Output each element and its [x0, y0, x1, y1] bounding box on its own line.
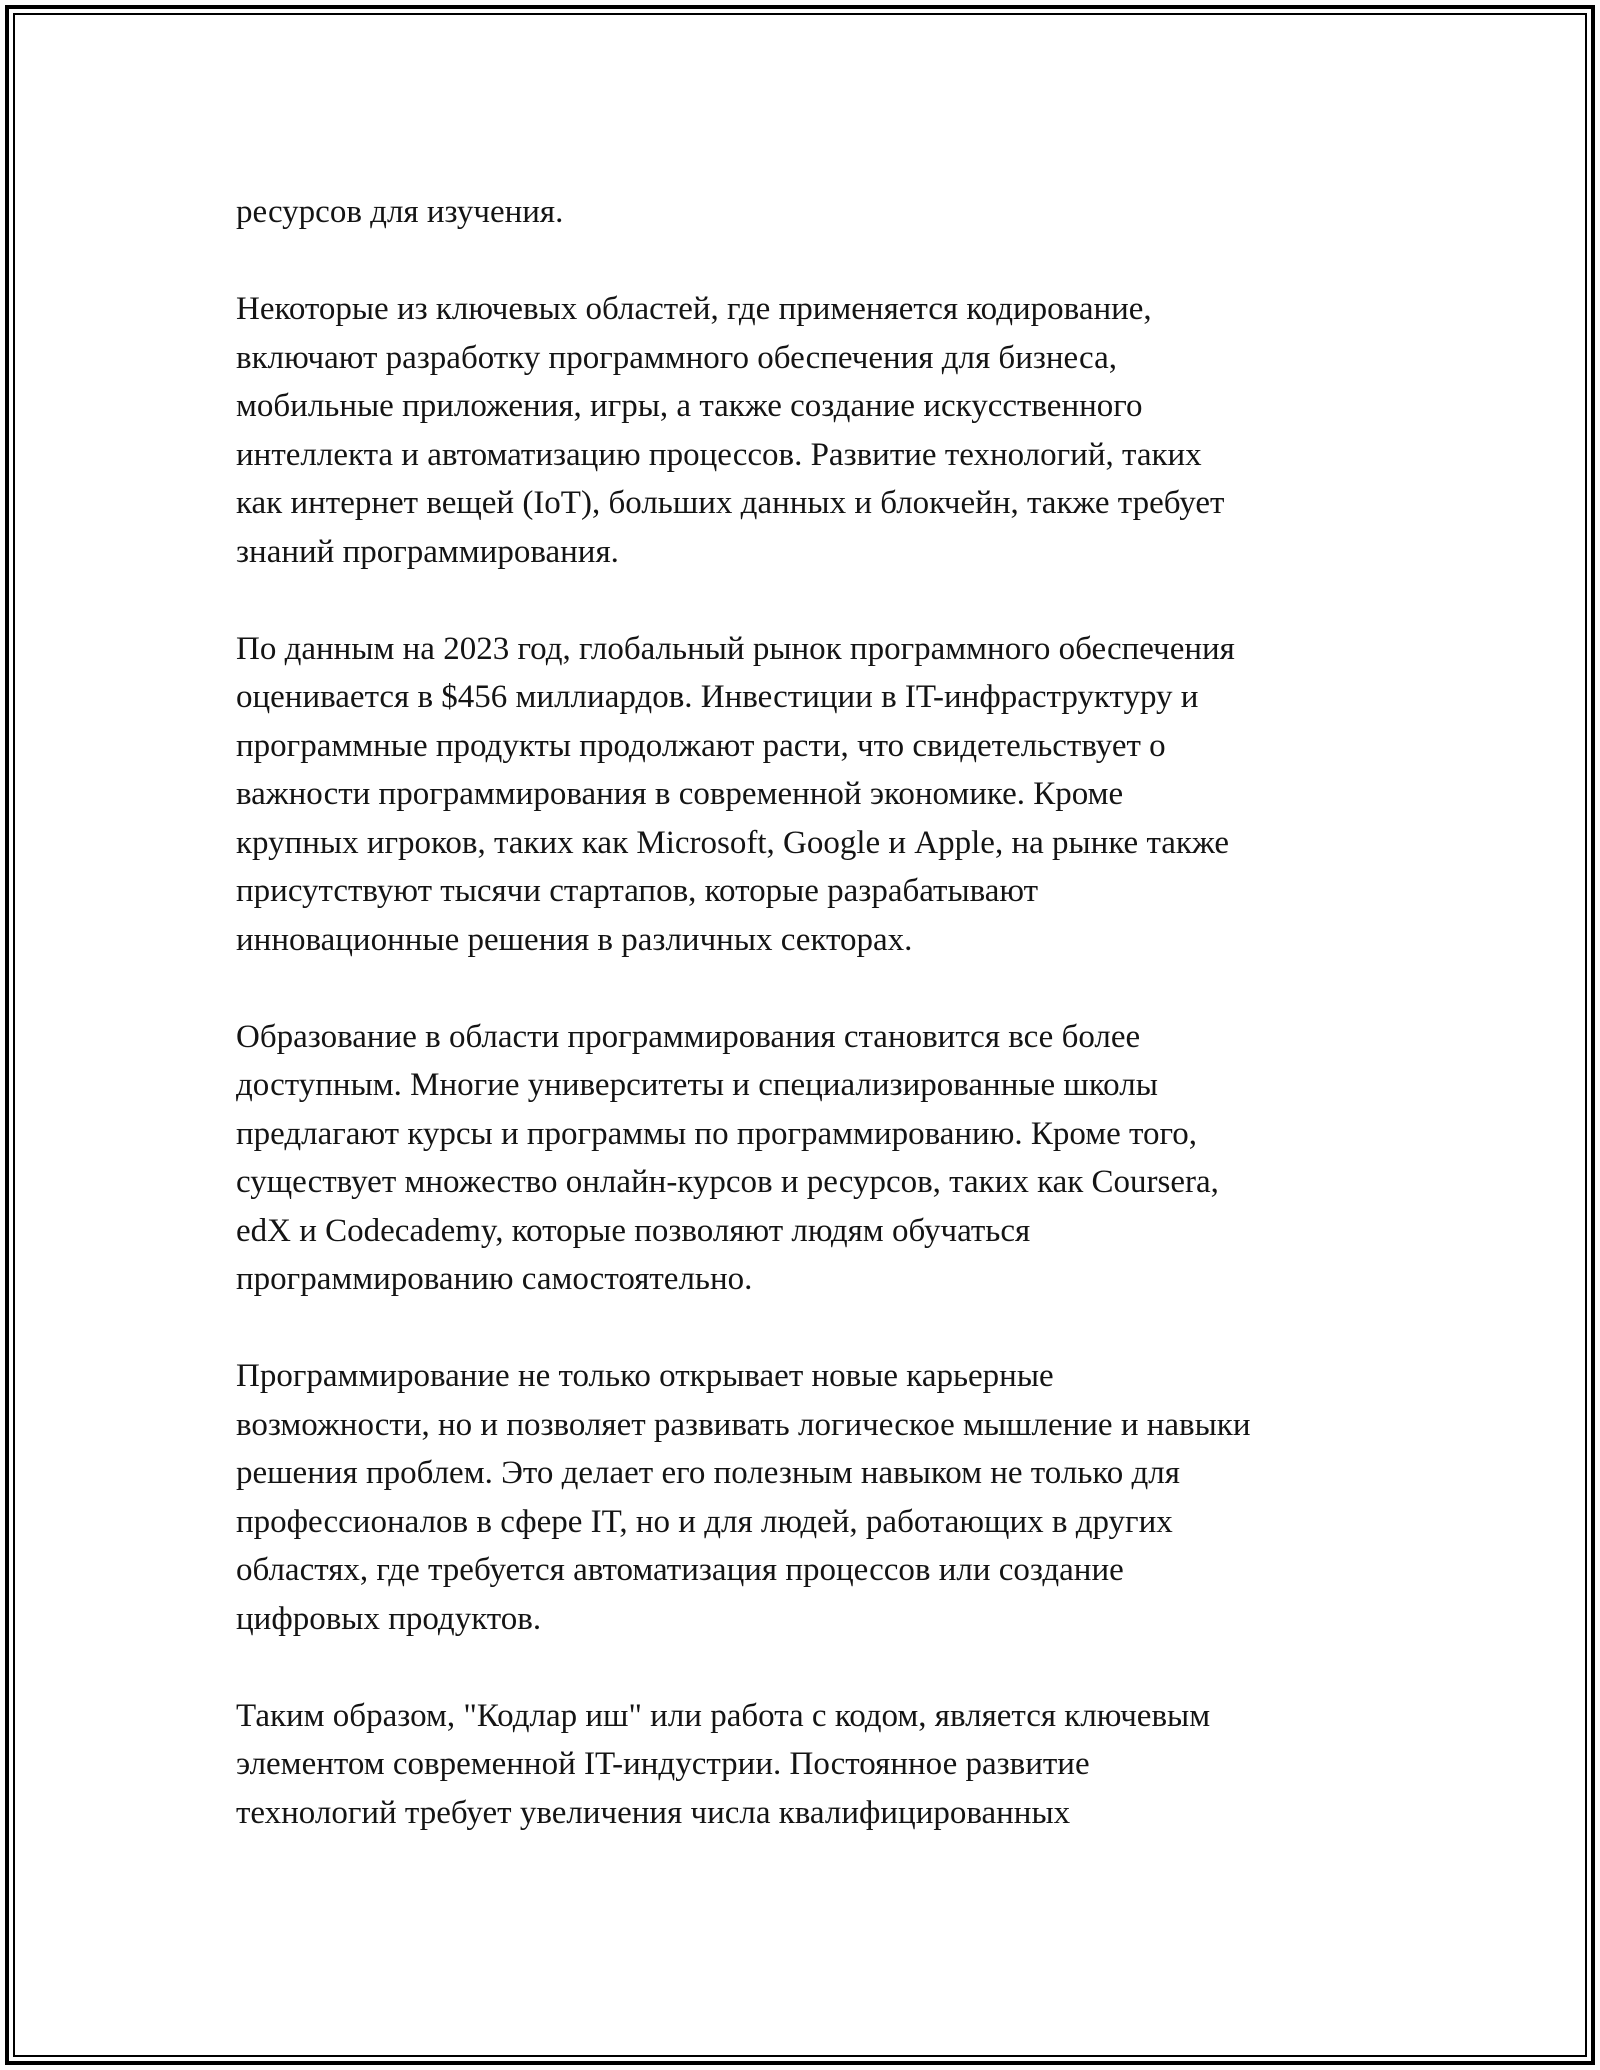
text-line: знаний программирования.	[236, 533, 619, 570]
text-line: инновационные решения в различных секторах.	[236, 921, 913, 958]
text-line: областях, где требуется автоматизация процессов или создание	[236, 1552, 1124, 1588]
text-line: доступным. Многие университеты и специализированные школы	[236, 1067, 1158, 1103]
text-line: мобильные приложения, игры, а также создание искусственного	[236, 388, 1143, 424]
text-line: программные продукты продолжают расти, что свидетельствует о	[236, 727, 1166, 764]
document-body	[236, 188, 1396, 1837]
text-line: оценивается в $456 миллиардов. Инвестиции в IT-инфраструктуру и	[236, 679, 1199, 715]
text-line: элементом современной IT-индустрии. Постоянное развитие	[236, 1746, 1090, 1782]
text-line: Таким образом, "Кодлар иш" или работа с кодом, является ключевым	[236, 1697, 1211, 1734]
paragraph	[236, 625, 1396, 965]
text-line: Программирование не только открывает новые карьерные	[236, 1358, 1054, 1394]
text-line: программированию самостоятельно.	[236, 1261, 753, 1297]
paragraph	[236, 285, 1396, 576]
text-line: крупных игроков, таких как Microsoft, Google и Apple, на рынке также	[236, 824, 1229, 861]
text-line: ресурсов для изучения.	[236, 194, 564, 230]
text-line: присутствуют тысячи стартапов, которые разрабатывают	[236, 873, 1039, 909]
paragraph	[236, 188, 1396, 237]
text-line: По данным на 2023 год, глобальный рынок программного обеспечения	[236, 630, 1235, 667]
text-line: Некоторые из ключевых областей, где применяется кодирование,	[236, 291, 1152, 327]
text-line: включают разработку программного обеспечения для бизнеса,	[236, 339, 1117, 376]
text-line: профессионалов в сфере IT, но и для людей, работающих в других	[236, 1503, 1173, 1540]
text-line: предлагают курсы и программы по программированию. Кроме того,	[236, 1115, 1197, 1152]
text-line: цифровых продуктов.	[236, 1600, 542, 1637]
paragraph	[236, 1013, 1396, 1304]
paragraph	[236, 1352, 1396, 1643]
text-line: Образование в области программирования становится все более	[236, 1018, 1141, 1055]
text-line: технологий требует увеличения числа квалифицированных	[236, 1794, 1071, 1831]
text-line: решения проблем. Это делает его полезным навыком не только для	[236, 1455, 1180, 1491]
text-line: существует множество онлайн-курсов и ресурсов, таких как Coursera,	[236, 1164, 1219, 1200]
text-line: интеллекта и автоматизацию процессов. Развитие технологий, таких	[236, 436, 1202, 473]
text-line: edX и Codecademy, которые позволяют людям обучаться	[236, 1212, 1031, 1249]
text-line: как интернет вещей (IoT), больших данных и блокчейн, также требует	[236, 485, 1225, 521]
text-line: возможности, но и позволяет развивать логическое мышление и навыки	[236, 1406, 1251, 1443]
text-line: важности программирования в современной экономике. Кроме	[236, 776, 1124, 812]
paragraph	[236, 1692, 1396, 1838]
